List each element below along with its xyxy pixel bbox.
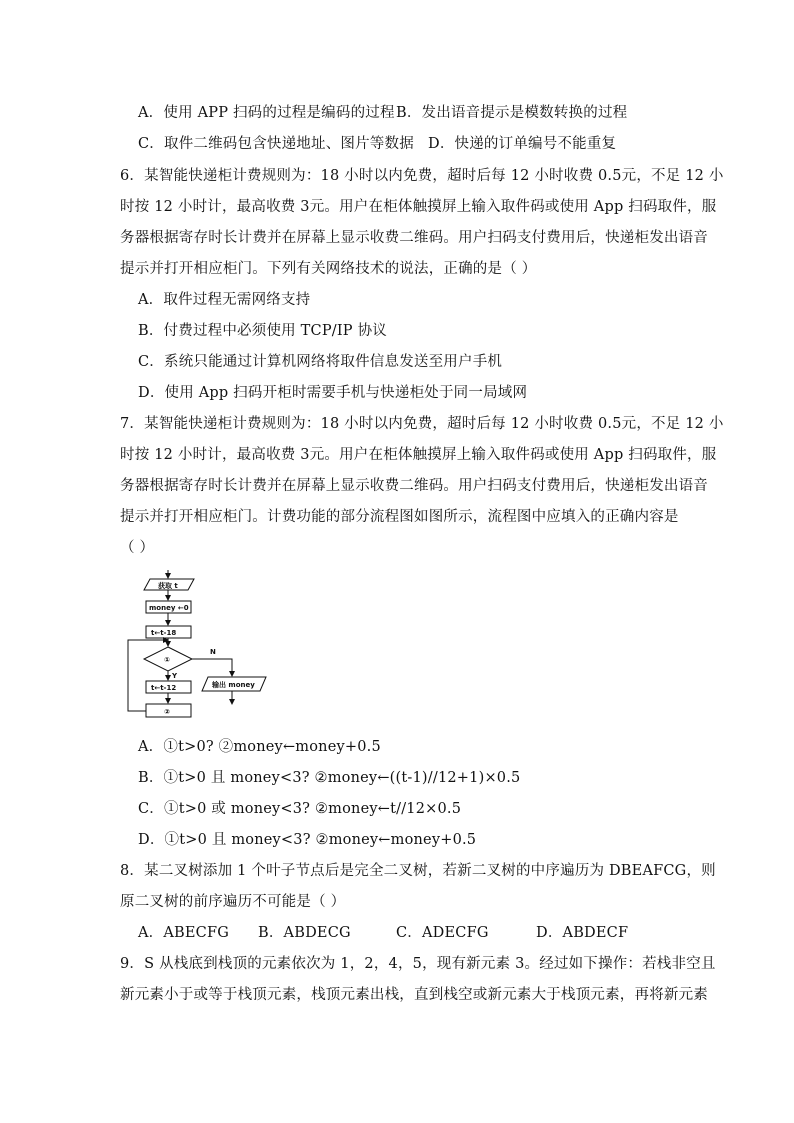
flow-init-label: money ←0 xyxy=(149,604,189,612)
q7-option-d: D．①t>0 且 money<3? ②money←money+0.5 xyxy=(138,832,477,848)
q7-option-b: B．①t>0 且 money<3? ②money←((t-1)//12+1)×0.5 xyxy=(138,770,521,786)
q6-stem-line-3: 务器根据寄存时长计费并在屏幕上显示收费二维码。用户扫码支付费用后，快递柜发出语音 xyxy=(120,230,708,246)
flow-yes-label: Y xyxy=(172,672,178,680)
flow-no-label: N xyxy=(210,648,216,656)
q6-stem-line-4: 提示并打开相应柜门。下列有关网络技术的说法，正确的是（ ） xyxy=(120,261,537,277)
q7-option-c: C．①t>0 或 money<3? ②money←t//12×0.5 xyxy=(138,801,462,817)
q7-stem-line-4: 提示并打开相应柜门。计费功能的部分流程图如图所示，流程图中应填入的正确内容是 xyxy=(120,509,679,525)
q8-option-b: B．ABDECG xyxy=(258,925,351,941)
q5-option-c: C．取件二维码包含快递地址、图片等数据 xyxy=(138,136,414,152)
q7-stem-line-3: 务器根据寄存时长计费并在屏幕上显示收费二维码。用户扫码支付费用后，快递柜发出语音 xyxy=(120,478,708,494)
flow-output-label: 输出 money xyxy=(212,681,255,689)
q8-option-a: A．ABECFG xyxy=(138,925,230,941)
flow-step2-label: ② xyxy=(164,708,170,716)
q8-stem-line-1: 8．某二叉树添加 1 个叶子节点后是完全二叉树，若新二叉树的中序遍历为 DBEAFCG，则 xyxy=(120,863,716,879)
q5-option-a: A．使用 APP 扫码的过程是编码的过程 xyxy=(138,105,395,121)
q7-flowchart xyxy=(124,570,274,730)
q6-option-a: A．取件过程无需网络支持 xyxy=(138,292,311,308)
q5-option-b: B．发出语音提示是模数转换的过程 xyxy=(396,105,628,121)
q9-stem-line-1: 9．S 从栈底到栈顶的元素依次为 1，2，4，5，现有新元素 3。经过如下操作：若栈非空且 xyxy=(120,956,716,972)
flow-sub12-label: t←t-12 xyxy=(151,684,177,692)
q7-stem-line-5: （ ） xyxy=(120,540,155,556)
q6-stem-line-2: 时按 12 小时计，最高收费 3元。用户在柜体触摸屏上输入取件码或使用 App 扫码取件，服 xyxy=(120,199,717,215)
q7-stem-line-1: 7．某智能快递柜计费规则为：18 小时以内免费，超时后每 12 小时收费 0.5元，不足 12 小 xyxy=(120,416,724,432)
flow-input-label: 获取 t xyxy=(158,582,178,590)
q6-option-d: D．使用 App 扫码开柜时需要手机与快递柜处于同一局域网 xyxy=(138,385,528,401)
q7-option-a: A．①t>0? ②money←money+0.5 xyxy=(138,739,381,755)
flow-condition-label: ① xyxy=(164,656,170,664)
q9-stem-line-2: 新元素小于或等于栈顶元素，栈顶元素出栈，直到栈空或新元素大于栈顶元素，再将新元素 xyxy=(120,987,708,1003)
q6-stem-line-1: 6．某智能快递柜计费规则为：18 小时以内免费，超时后每 12 小时收费 0.5元，不足 12 小 xyxy=(120,168,724,184)
q8-option-d: D．ABDECF xyxy=(536,925,629,941)
q8-stem-line-2: 原二叉树的前序遍历不可能是（ ） xyxy=(120,894,346,910)
q6-option-c: C．系统只能通过计算机网络将取件信息发送至用户手机 xyxy=(138,354,503,370)
q8-option-c: C．ADECFG xyxy=(396,925,489,941)
q6-option-b: B．付费过程中必须使用 TCP/IP 协议 xyxy=(138,323,387,339)
q5-option-d: D．快递的订单编号不能重复 xyxy=(428,136,617,152)
q7-stem-line-2: 时按 12 小时计，最高收费 3元。用户在柜体触摸屏上输入取件码或使用 App 扫码取件，服 xyxy=(120,447,717,463)
flow-sub18-label: t←t-18 xyxy=(151,629,177,637)
